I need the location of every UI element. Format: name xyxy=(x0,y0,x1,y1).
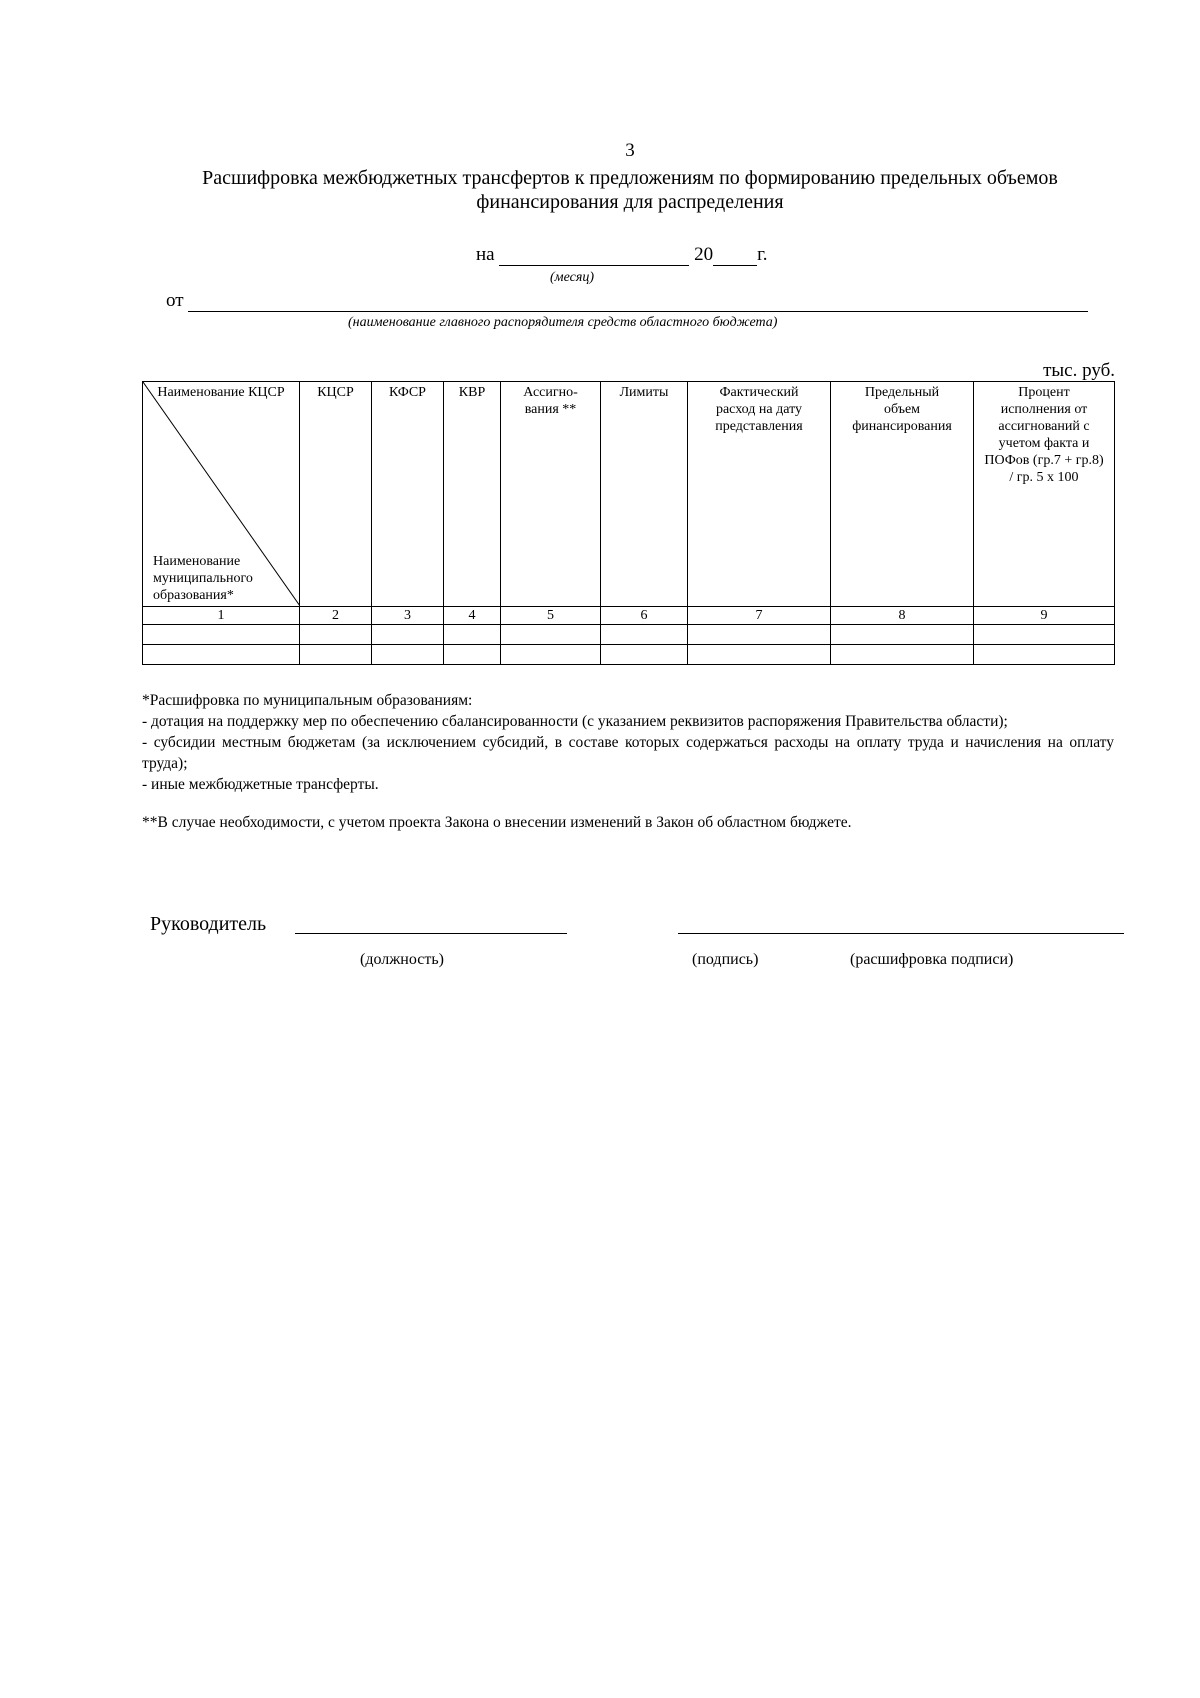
column-number: 6 xyxy=(601,607,688,625)
header-limit-volume: Предельный объем финансирования xyxy=(831,382,974,607)
page-number: 3 xyxy=(625,140,635,161)
table-row xyxy=(143,645,1115,665)
table-cell xyxy=(372,645,444,665)
header-kfsr: КФСР xyxy=(372,382,444,607)
signature-caption: (подпись) xyxy=(692,951,759,968)
table-cell xyxy=(372,625,444,645)
year-blank xyxy=(713,247,757,266)
diagonal-header-cell xyxy=(143,382,300,607)
table-cell xyxy=(444,625,501,645)
table-cell xyxy=(501,625,601,645)
table-cell xyxy=(688,645,831,665)
column-number: 1 xyxy=(143,607,300,625)
table-cell xyxy=(300,625,372,645)
notes-block xyxy=(142,690,1114,833)
header-actual-expense: Фактический расход на дату представления xyxy=(688,382,831,607)
notes-intro: *Расшифровка по муниципальным образованиям: xyxy=(142,692,473,709)
table-cell xyxy=(974,645,1115,665)
notes-item: - дотация на поддержку мер по обеспечению сбалансированности (с указанием реквизитов распоряжения Правительства области); xyxy=(142,713,1008,730)
header-limits: Лимиты xyxy=(601,382,688,607)
notes-item: - иные межбюджетные трансферты. xyxy=(142,776,379,793)
table-cell xyxy=(831,645,974,665)
diag-top-label: Наименование КЦСР xyxy=(157,385,285,400)
column-number: 5 xyxy=(501,607,601,625)
signatory-label: Руководитель xyxy=(150,913,267,935)
table-cell xyxy=(300,645,372,665)
transfers-table xyxy=(142,381,1115,665)
unit-label: тыс. руб. xyxy=(1043,360,1115,381)
year-prefix: 20 xyxy=(694,244,714,265)
header-execution-percent: Процент исполнения от ассигнований с учетом факта и ПОФов (гр.7 + гр.8) / гр. 5 х 100 xyxy=(974,382,1115,607)
from-blank xyxy=(188,293,1088,312)
table-cell xyxy=(974,625,1115,645)
table-cell xyxy=(444,645,501,665)
diag-bottom-label: Наименование муниципального образования* xyxy=(153,554,253,603)
year-suffix: г. xyxy=(757,244,768,265)
document-title: Расшифровка межбюджетных трансфертов к предложениям по формированию предельных объемов финансирования для распределения xyxy=(202,167,1058,213)
column-number: 4 xyxy=(444,607,501,625)
position-caption: (должность) xyxy=(360,951,444,968)
month-blank xyxy=(499,247,689,266)
notes-item: - субсидии местным бюджетам (за исключением субсидий, в составе которых содержаться расходы на оплату труда и начисления на оплату труда); xyxy=(142,734,1114,772)
signature-line xyxy=(678,933,1124,934)
notes-footnote: **В случае необходимости, с учетом проекта Закона о внесении изменений в Закон об областном бюджете. xyxy=(142,814,852,831)
table-cell xyxy=(831,625,974,645)
table-cell xyxy=(501,645,601,665)
column-number: 8 xyxy=(831,607,974,625)
table-row xyxy=(143,625,1115,645)
table-cell xyxy=(601,645,688,665)
table-header-row xyxy=(143,382,1115,607)
period-prefix: на xyxy=(476,244,495,265)
header-kvr: КВР xyxy=(444,382,501,607)
column-number: 2 xyxy=(300,607,372,625)
decode-caption: (расшифровка подписи) xyxy=(850,951,1014,968)
column-number: 9 xyxy=(974,607,1115,625)
position-line xyxy=(295,933,567,934)
table-cell xyxy=(143,625,300,645)
table-cell xyxy=(688,625,831,645)
column-number: 7 xyxy=(688,607,831,625)
from-prefix: от xyxy=(166,290,184,311)
from-line xyxy=(166,290,1088,312)
from-caption: (наименование главного распорядителя средств областного бюджета) xyxy=(348,315,778,330)
header-kcsr: КЦСР xyxy=(300,382,372,607)
column-number-row xyxy=(143,607,1115,625)
table-cell xyxy=(143,645,300,665)
month-caption: (месяц) xyxy=(550,270,595,285)
column-number: 3 xyxy=(372,607,444,625)
table-cell xyxy=(601,625,688,645)
header-allocations: Ассигно-вания ** xyxy=(501,382,601,607)
